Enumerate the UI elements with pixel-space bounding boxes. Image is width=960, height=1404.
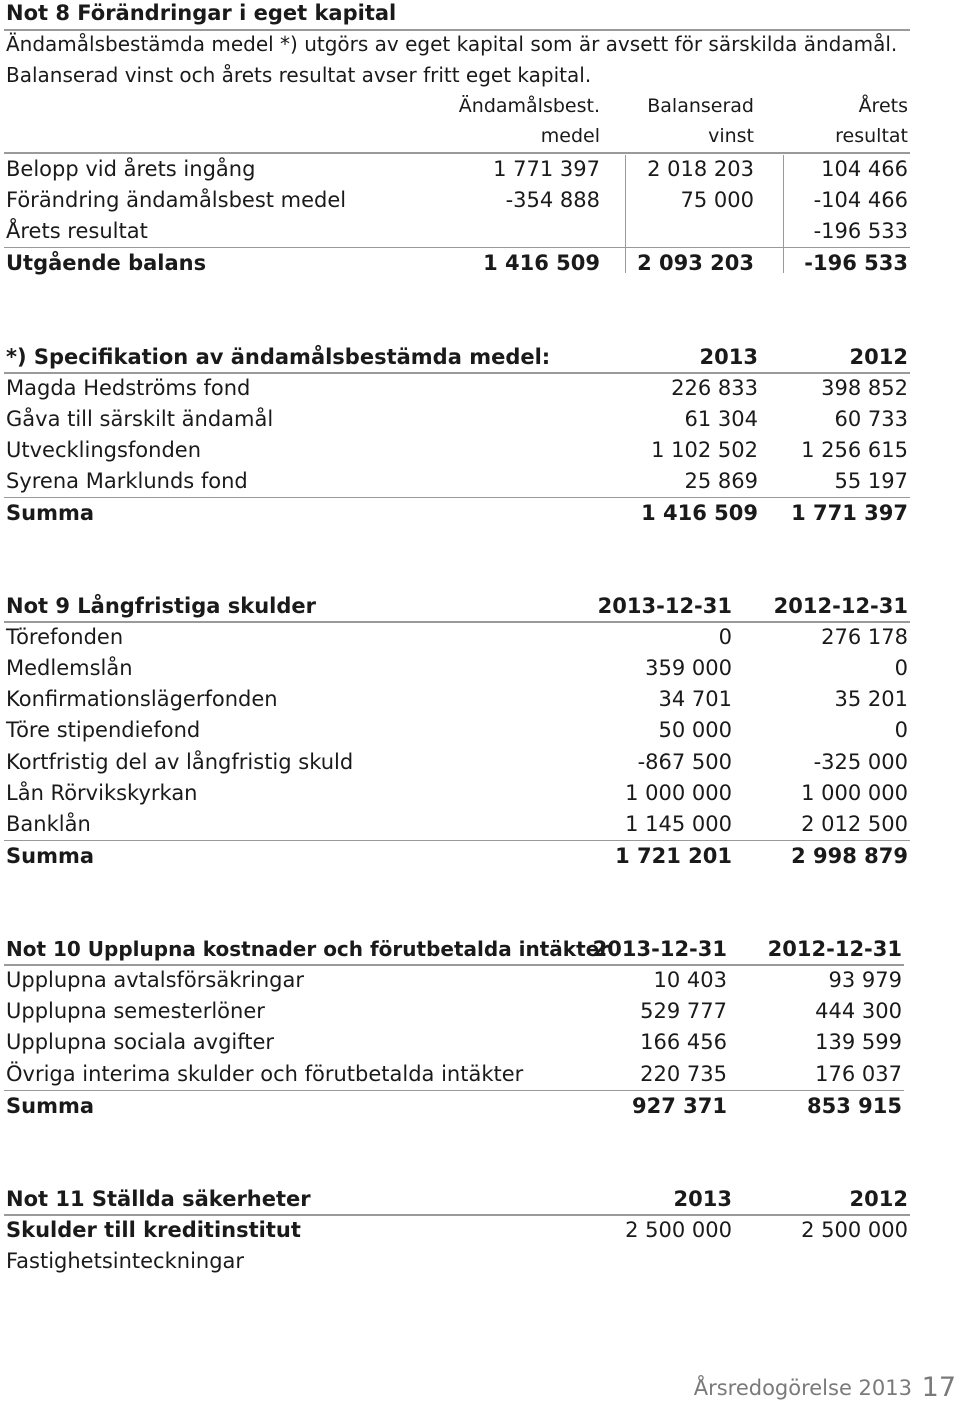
divider xyxy=(4,840,910,841)
col-header-retained: Balanserad xyxy=(647,95,754,117)
divider xyxy=(4,152,910,154)
cell: 60 733 xyxy=(834,407,908,431)
cell: 139 599 xyxy=(815,1030,902,1054)
row-label: Törefonden xyxy=(6,625,124,649)
row-label: Upplupna avtalsförsäkringar xyxy=(6,968,304,992)
row-label: Banklån xyxy=(6,812,91,836)
cell: 1 145 000 xyxy=(625,812,732,836)
cell: 359 000 xyxy=(645,656,732,680)
row-label: Förändring ändamålsbest medel xyxy=(6,188,347,212)
row-label: Töre stipendiefond xyxy=(6,718,201,742)
cell: 927 371 xyxy=(632,1094,727,1118)
cell: 1 721 201 xyxy=(615,844,732,868)
row-label: Övriga interima skulder och förutbetalda intäkter xyxy=(6,1062,524,1086)
divider xyxy=(4,247,910,248)
row-label: Medlemslån xyxy=(6,656,133,680)
row-label: Utgående balans xyxy=(6,251,207,275)
row-label: Konfirmationslägerfonden xyxy=(6,687,278,711)
row-label: Summa xyxy=(6,1094,95,1118)
row-label: Årets resultat xyxy=(6,219,148,243)
row-label: Upplupna sociala avgifter xyxy=(6,1030,275,1054)
row-label: Utvecklingsfonden xyxy=(6,438,202,462)
cell: 1 000 000 xyxy=(801,781,908,805)
row-label: Upplupna semesterlöner xyxy=(6,999,265,1023)
cell: 0 xyxy=(894,718,908,742)
cell: 1 416 509 xyxy=(641,501,758,525)
cell: 444 300 xyxy=(815,999,902,1023)
note8-text-line2: Balanserad vinst och årets resultat avser fritt eget kapital. xyxy=(6,63,592,87)
cell: -104 466 xyxy=(813,188,908,212)
cell: 226 833 xyxy=(671,376,758,400)
cell: 398 852 xyxy=(821,376,908,400)
page-number: 17 xyxy=(921,1372,956,1403)
col-header-result-2: resultat xyxy=(835,125,908,147)
column-separator xyxy=(625,155,626,273)
note8-text-line1: Ändamålsbestämda medel *) utgörs av eget kapital som är avsett för särskilda ändamål. xyxy=(6,32,898,56)
note8-title: Not 8 Förändringar i eget kapital xyxy=(6,1,397,25)
col-header-2012: 2012-12-31 xyxy=(767,937,902,961)
col-header-2013: 2013-12-31 xyxy=(592,937,727,961)
cell: 61 304 xyxy=(684,407,758,431)
cell: 0 xyxy=(894,656,908,680)
cell: 50 000 xyxy=(658,718,732,742)
col-header-2012: 2012-12-31 xyxy=(773,594,908,618)
cell: 2 093 203 xyxy=(637,251,754,275)
spec-title: *) Specifikation av ändamålsbestämda medel: xyxy=(6,345,551,369)
cell: 25 869 xyxy=(684,469,758,493)
cell: -325 000 xyxy=(813,750,908,774)
divider xyxy=(4,1090,904,1091)
col-header-2012: 2012 xyxy=(849,1187,908,1211)
row-label: Summa xyxy=(6,501,95,525)
row-label: Summa xyxy=(6,844,95,868)
cell: 276 178 xyxy=(821,625,908,649)
cell: 220 735 xyxy=(640,1062,727,1086)
col-header-2013: 2013 xyxy=(699,345,758,369)
divider xyxy=(4,621,910,623)
column-separator xyxy=(783,155,784,273)
cell: 1 771 397 xyxy=(791,501,908,525)
cell: 2 018 203 xyxy=(647,157,754,181)
cell: 0 xyxy=(718,625,732,649)
cell: -354 888 xyxy=(505,188,600,212)
note9-title: Not 9 Långfristiga skulder xyxy=(6,594,316,618)
cell: 1 416 509 xyxy=(483,251,600,275)
divider xyxy=(4,372,910,374)
note10-title: Not 10 Upplupna kostnader och förutbetalda intäkter xyxy=(6,937,610,961)
cell: 529 777 xyxy=(640,999,727,1023)
row-label: Kortfristig del av långfristig skuld xyxy=(6,750,354,774)
row-label: Gåva till särskilt ändamål xyxy=(6,407,274,431)
cell: 75 000 xyxy=(680,188,754,212)
cell: 2 012 500 xyxy=(801,812,908,836)
cell: 2 500 000 xyxy=(625,1218,732,1242)
cell: 176 037 xyxy=(815,1062,902,1086)
row-label: Skulder till kreditinstitut xyxy=(6,1218,301,1242)
cell: 55 197 xyxy=(834,469,908,493)
cell: 2 500 000 xyxy=(801,1218,908,1242)
cell: 1 771 397 xyxy=(493,157,600,181)
cell: 1 256 615 xyxy=(801,438,908,462)
cell: 10 403 xyxy=(653,968,727,992)
col-header-purpose-funds: Ändamålsbest. xyxy=(458,95,600,117)
cell: 35 201 xyxy=(834,687,908,711)
cell: -196 533 xyxy=(813,219,908,243)
row-label: Syrena Marklunds fond xyxy=(6,469,248,493)
col-header-2012: 2012 xyxy=(849,345,908,369)
col-header-purpose-funds-2: medel xyxy=(540,125,600,147)
footer-label: Årsredogörelse 2013 xyxy=(693,1376,912,1400)
row-label: Belopp vid årets ingång xyxy=(6,157,256,181)
row-label: Fastighetsinteckningar xyxy=(6,1249,245,1273)
cell: 1 102 502 xyxy=(651,438,758,462)
col-header-retained-2: vinst xyxy=(708,125,754,147)
col-header-2013: 2013-12-31 xyxy=(597,594,732,618)
col-header-2013: 2013 xyxy=(673,1187,732,1211)
row-label: Magda Hedströms fond xyxy=(6,376,251,400)
divider xyxy=(4,497,910,498)
divider xyxy=(4,29,910,31)
cell: 2 998 879 xyxy=(791,844,908,868)
cell: -867 500 xyxy=(637,750,732,774)
divider xyxy=(4,964,904,966)
cell: 1 000 000 xyxy=(625,781,732,805)
cell: -196 533 xyxy=(804,251,908,275)
divider xyxy=(4,1214,910,1216)
cell: 166 456 xyxy=(640,1030,727,1054)
row-label: Lån Rörvikskyrkan xyxy=(6,781,198,805)
cell: 853 915 xyxy=(807,1094,902,1118)
cell: 93 979 xyxy=(828,968,902,992)
cell: 104 466 xyxy=(821,157,908,181)
cell: 34 701 xyxy=(658,687,732,711)
col-header-result: Årets xyxy=(858,95,908,117)
note11-title: Not 11 Ställda säkerheter xyxy=(6,1187,311,1211)
